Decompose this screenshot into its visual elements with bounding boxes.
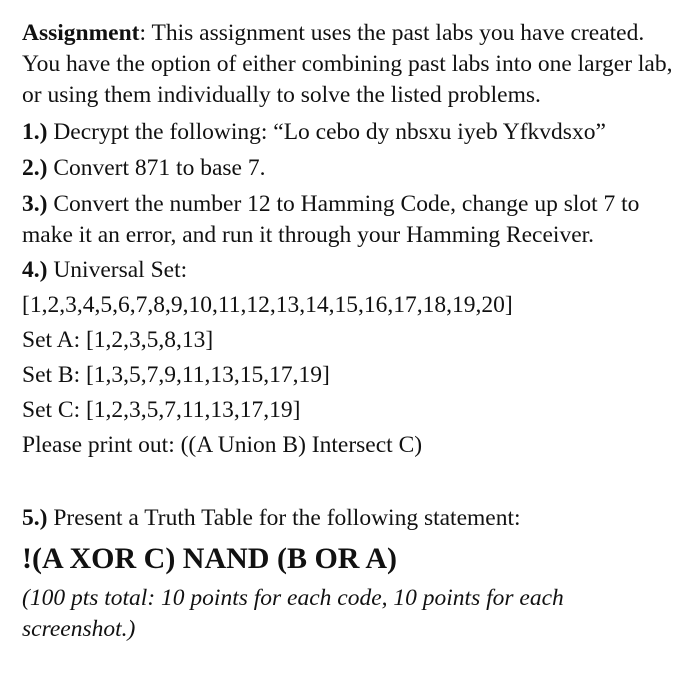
assignment-label: Assignment — [22, 20, 140, 46]
section-spacer — [22, 465, 682, 503]
question-3-text: Convert the number 12 to Hamming Code, change up slot 7 to make it an error, and run it through your Hamming Receiver. — [22, 191, 640, 248]
question-1 — [22, 117, 682, 148]
question-2-number: 2.) — [22, 155, 48, 181]
set-print-instruction: Please print out: ((A Union B) Intersect C) — [22, 432, 423, 458]
question-5 — [22, 503, 682, 534]
assignment-document — [22, 18, 682, 645]
points-note: (100 pts total: 10 points for each code, 10 points for each screenshot.) — [22, 585, 564, 642]
question-3 — [22, 189, 682, 251]
set-b: Set B: [1,3,5,7,9,11,13,15,17,19] — [22, 362, 330, 388]
question-2 — [22, 153, 682, 184]
question-1-number: 1.) — [22, 119, 48, 145]
question-4-number: 4.) — [22, 257, 48, 283]
question-4-text: Universal Set: — [47, 257, 188, 283]
universal-set: [1,2,3,4,5,6,7,8,9,10,11,12,13,14,15,16,17,18,19,20] — [22, 292, 513, 318]
assignment-intro — [22, 18, 682, 111]
question-4 — [22, 255, 682, 461]
question-5-number: 5.) — [22, 505, 48, 531]
question-3-number: 3.) — [22, 191, 48, 217]
question-5-text: Present a Truth Table for the following statement: — [47, 505, 521, 531]
assignment-text: : This assignment uses the past labs you have created. You have the option of either combining past labs into one larger lab, or using them individually to solve the listed problems. — [22, 20, 673, 108]
question-2-text: Convert 871 to base 7. — [47, 155, 266, 181]
logic-statement: !(A XOR C) NAND (B OR A) — [22, 542, 397, 575]
question-4-heading — [22, 255, 682, 286]
set-c: Set C: [1,2,3,5,7,11,13,17,19] — [22, 397, 301, 423]
set-a: Set A: [1,2,3,5,8,13] — [22, 327, 214, 353]
question-1-text: Decrypt the following: “Lo cebo dy nbsxu iyeb Yfkvdsxo” — [47, 119, 606, 145]
